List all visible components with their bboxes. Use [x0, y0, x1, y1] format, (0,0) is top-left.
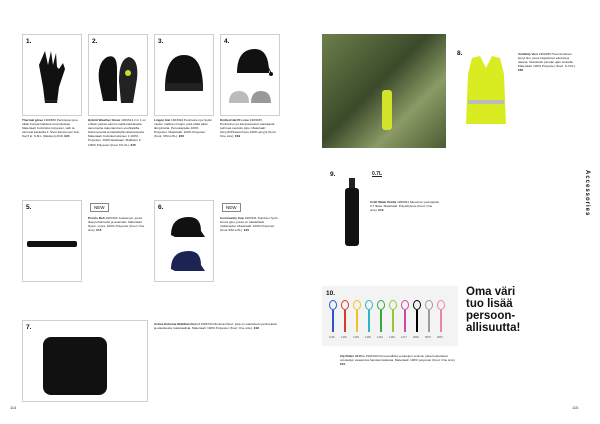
- zip-puller-color-code: 1403: [341, 336, 347, 339]
- zip-puller-cord: [392, 310, 394, 332]
- zip-puller-color-code: 9999: [413, 336, 419, 339]
- product-text-visibility-vest: [518, 52, 578, 72]
- product-card-zip-puller: [322, 286, 458, 346]
- product-name: Community Cap: [220, 216, 244, 220]
- slogan-line: allisuutta!: [466, 322, 521, 334]
- slogan-line: persoon-: [466, 310, 516, 322]
- product-text-lingon-hat: [154, 118, 212, 138]
- product-card-visibility-vest: [454, 34, 512, 140]
- zip-puller-color-code: 1105: [329, 336, 335, 339]
- product-price: €26: [178, 134, 184, 139]
- beanie-image: [163, 51, 205, 95]
- product-text-water-bottle: [370, 200, 440, 212]
- product-name: Visibility Vest: [518, 52, 538, 56]
- zip-puller-loop: [401, 300, 409, 310]
- zip-puller-loop: [389, 300, 397, 310]
- new-badge: NEW: [222, 203, 241, 212]
- zip-puller-color-code: 1406: [353, 336, 359, 339]
- slogan-line: Oma väri: [466, 286, 516, 298]
- product-number: 1.: [26, 38, 32, 45]
- zip-puller-color-code: 9997: [437, 336, 443, 339]
- product-desc: 1903494 Perinteinen ja hyvän mielen mallinen huppu, joka pitää pään lämpimänä. Peruskappale 100% Polyester. Materiaali: 100% Polyester (Koot: S/M-L/XL).: [154, 118, 212, 139]
- zip-puller-cord: [416, 310, 418, 332]
- bottle-image: [344, 178, 360, 248]
- zip-puller-loop: [425, 300, 433, 310]
- product-desc: 1906941 Muovinen juomapullo 0,7 litraa. Materiaali: Polyethylene (Koot: One size).: [370, 200, 440, 213]
- product-card-knitted-hat: [220, 34, 280, 116]
- product-text-thermal-glove: [22, 118, 80, 138]
- runner-figure: [382, 90, 392, 130]
- product-name: Lingon Hat: [154, 118, 171, 122]
- product-card-community-cap: [154, 200, 214, 282]
- product-number: 6.: [158, 204, 164, 211]
- section-label: Accessories: [584, 170, 590, 217]
- product-text-multifunction: [154, 322, 278, 330]
- product-name: Active Extreme Multifunction U: [154, 322, 200, 326]
- product-name: Zip Puller 10 Pcs: [340, 354, 365, 358]
- product-number: 10.: [326, 290, 336, 297]
- product-number: 2.: [92, 38, 98, 45]
- zip-puller-loop: [341, 300, 349, 310]
- right-page: [300, 0, 600, 424]
- product-name: Thermal glove: [22, 118, 43, 122]
- product-card-lingon-hat: [154, 34, 214, 116]
- zip-puller-color-code: 1420: [377, 336, 383, 339]
- product-price: €24: [64, 134, 70, 139]
- zip-puller-loop: [353, 300, 361, 310]
- product-text-hybrid-weather-glove: [88, 118, 146, 147]
- zip-puller-loop: [365, 300, 373, 310]
- zip-puller-cord: [368, 310, 370, 332]
- product-price: €10: [378, 208, 384, 213]
- product-text-zip-puller: [340, 354, 460, 366]
- vest-image: [464, 54, 508, 126]
- product-desc: 1902485 Huomioväriset, kevyt liivi, jossa heijastimet edessä ja takana. Tarkoitettu pimeän ajan lenkeille. Materiaali: 100% Polyester (Koot: S-XXL).: [518, 52, 576, 69]
- product-card-water-bottle: [322, 168, 446, 260]
- mitten-image: [97, 51, 141, 107]
- zip-puller-cord: [428, 310, 430, 332]
- product-desc: 1907941 Tekninen hyvin istuva pipo, jossa on säädettävä niskanauha. Materiaali: 100% Polyester (Koot S/M-L/XL).: [220, 216, 278, 233]
- product-name: Pronto Belt: [88, 216, 105, 220]
- zip-puller-color-code: 1408: [365, 336, 371, 339]
- product-price: €45: [130, 142, 136, 147]
- product-card-thermal-glove: [22, 34, 82, 116]
- zip-puller-color-code: 9975: [425, 336, 431, 339]
- product-desc: 1903635 Perinteinen ja kampaamaton kankaasta pehmeä neulottu pipo. Materiaali: Akryylit/Pintaverhous 100% akryyli (Koot: One size).: [220, 118, 277, 139]
- product-name: Knitted Hat Pro one: [220, 118, 249, 122]
- belt-image: [27, 241, 77, 247]
- zip-puller-cord: [344, 310, 346, 332]
- zip-puller-color-code: 1477: [401, 336, 407, 339]
- product-number: 5.: [26, 204, 32, 211]
- product-card-multifunction: [22, 320, 148, 402]
- zip-puller-cord: [440, 310, 442, 332]
- product-text-community-cap: [220, 216, 278, 232]
- product-number: 7.: [26, 324, 32, 331]
- glove-image: [35, 49, 69, 105]
- zip-puller-cord: [332, 310, 334, 332]
- product-name: Hybrid Weather Glove: [88, 118, 121, 122]
- product-price: €19: [234, 134, 241, 139]
- multifunction-image: [43, 337, 107, 395]
- zip-puller-swatches: [329, 300, 452, 344]
- product-desc: 1906734 Monitoimihuivi, joka on valmistettu pehmeästä ja elastisesta materiaalista. Materiaali: 100% Polyester (Koot: One size).: [154, 322, 277, 331]
- bottle-size-label: 0.7L: [372, 171, 383, 177]
- cap-black-image: [169, 215, 207, 239]
- runner-photo: [322, 34, 446, 148]
- zip-puller-color-code: 1460: [389, 336, 395, 339]
- product-number: 9.: [330, 171, 336, 178]
- zip-puller-loop: [437, 300, 445, 310]
- product-price: €15: [96, 228, 102, 233]
- product-desc: 1900839 Perinteiset ja te ölkän hanyat kaikissa tammikuisaa. Materiaali: Kolmisitoi polyester, vaih ta varmeat kaskeilla ir. Sivut kämmenen lisä. Kaj 5 ki. S.M.L (Vakkuun) €18.: [22, 118, 80, 139]
- product-price: €18: [253, 326, 259, 331]
- slogan: [466, 286, 520, 334]
- zip-puller-cord: [404, 310, 406, 332]
- zip-puller-loop: [413, 300, 421, 310]
- knitted-hat-image: [233, 47, 273, 77]
- new-badge: NEW: [90, 203, 109, 212]
- product-name: Craft Water Bottle: [370, 200, 397, 204]
- product-number: 3.: [158, 38, 164, 45]
- knitted-hat-variants-image: [227, 87, 273, 105]
- product-card-pronto-belt: [22, 200, 82, 282]
- cap-navy-image: [169, 249, 207, 273]
- page-number: 114: [10, 405, 17, 410]
- product-number: 8.: [457, 50, 463, 57]
- product-desc: 1904190 Persoonallisia vetoketjun vetimiä, jotka helpottavat vetoketjun avaamista hanskat kädessä. Materiaali: 100% polyester (Koot: One size).: [340, 354, 456, 363]
- product-text-pronto-belt: [88, 216, 146, 232]
- zip-puller-cord: [356, 310, 358, 332]
- product-desc: 1901614 2 in 1 on erittäin juoksu-säsi la-malla kankaisella sanomaina rakentaminen-vuohtaisilla. Kämmenestä ja käsiteltyllä rakenteisesta. Materiaali: Kolmikerroksinen 1 100% Polyester. 100% Elastaani, Malliston 2: 100% Polyester (Koot XS-XL).: [88, 118, 146, 147]
- product-desc: 1907202 Juoksuvyö, jossa tilaa puhelimelle ja avaimille. Materiaali: Nylon, Lycra. 100% Polyester (Koot: One size).: [88, 216, 145, 233]
- product-text-knitted-hat: [220, 118, 278, 138]
- product-number: 4.: [224, 38, 230, 45]
- zip-puller-cord: [380, 310, 382, 332]
- product-card-hybrid-weather-glove: [88, 34, 148, 116]
- page-number: 115: [572, 405, 579, 410]
- slogan-line: tuo lisää: [466, 298, 513, 310]
- product-price: €15: [243, 228, 250, 233]
- product-price: €65: [518, 68, 524, 73]
- product-price: €10: [340, 362, 346, 367]
- zip-puller-loop: [329, 300, 337, 310]
- zip-puller-loop: [377, 300, 385, 310]
